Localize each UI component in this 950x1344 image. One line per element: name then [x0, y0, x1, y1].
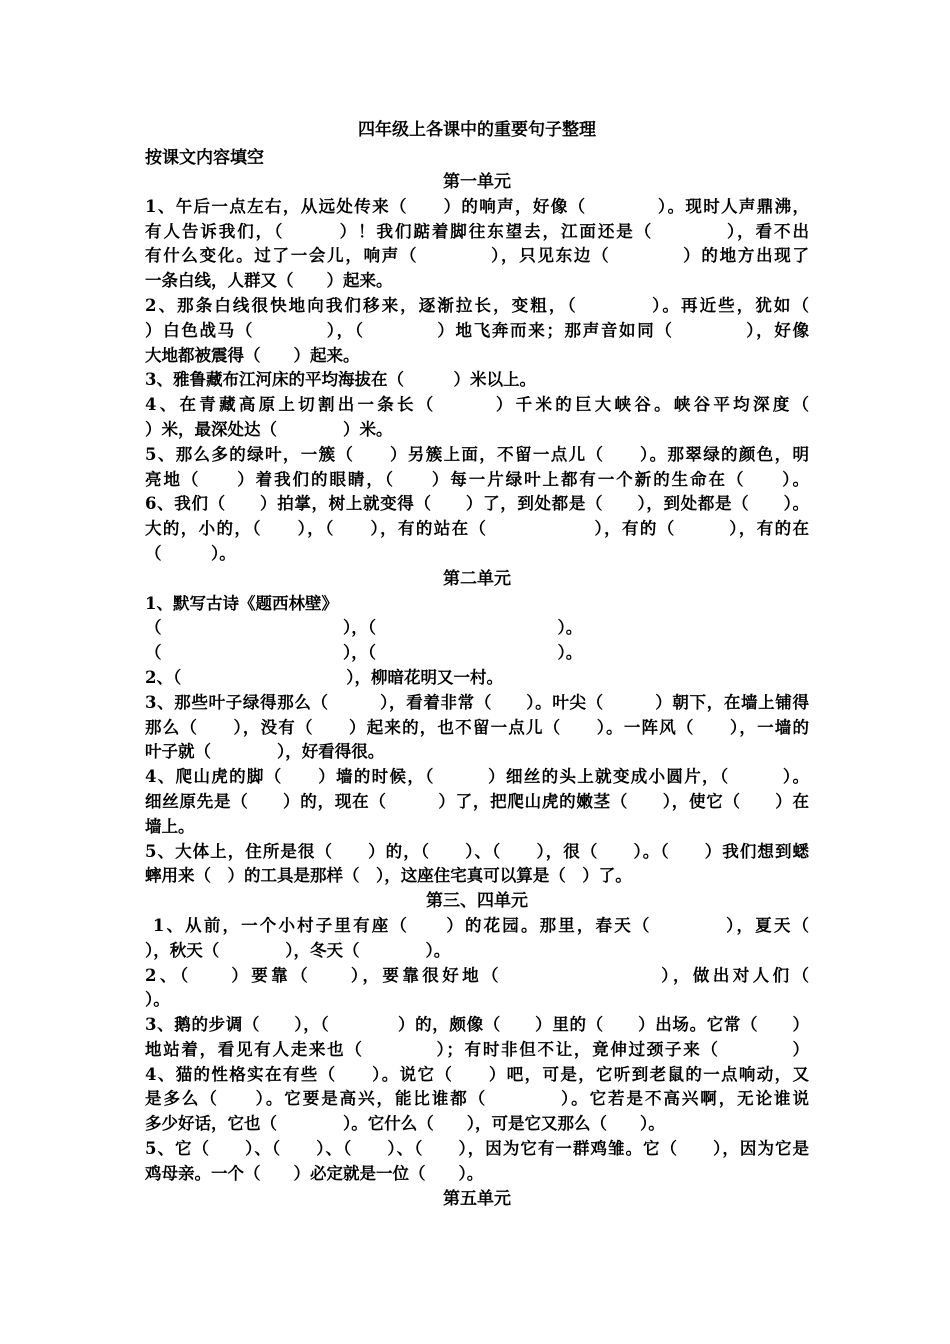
section-heading-unit1: 第一单元 [443, 172, 511, 192]
text-line: ），秋天（ ），冬天（ ）。 [145, 940, 451, 960]
text-line: 3、雅鲁藏布江河床的平均海拔在（ ）米以上。 [145, 370, 536, 390]
text-line: 2、（ ），柳暗花明又一村。 [145, 667, 503, 687]
text-line: 3、那些叶子绿得那么（ ），看着非常（ ）。叶尖（ ）朝下，在墙上铺得 [145, 692, 809, 712]
text-line: 那么（ ），没有（ ）起来的，也不留一点儿（ ）。一阵风（ ），一墙的 [145, 717, 809, 737]
text-line: 5、大体上，住所是很（ ）的，（ ）、（ ），很（ ）。（ ）我们想到蟋 [145, 841, 809, 861]
text-line: 墙上。 [145, 816, 195, 836]
text-line: （ ），（ ）。 [145, 618, 583, 638]
text-line: ）米，最深处达（ ）米。 [145, 419, 393, 439]
text-line: 是多么（ ）。它要是高兴，能比谁都（ ）。它若是不高兴啊，无论谁说 [145, 1089, 809, 1109]
text-line: 一条白线，人群又（ ）起来。 [145, 271, 393, 291]
section-heading-unit34: 第三、四单元 [426, 891, 528, 912]
text-line: 4、在青藏高原上切割出一条长（ ）千米的巨大峡谷。峡谷平均深度（ [145, 395, 809, 415]
text-line: 5、它（ ）、（ ）、（ ）、（ ），因为它有一群鸡雏。它（ ），因为它是 [145, 1139, 809, 1159]
text-line: 6、我们（ ）拍掌，树上就变得（ ）了，到处都是（ ），到处都是（ ）。 [145, 494, 809, 514]
section-heading-unit5: 第五单元 [443, 1188, 511, 1209]
document-subtitle: 按课文内容填空 [145, 148, 264, 168]
section-heading-unit2: 第二单元 [443, 568, 511, 589]
text-line: （ ）。 [145, 543, 236, 563]
section-unit34-body [145, 914, 809, 1187]
text-line: 蟀用来（ ）的工具是那样（ ），这座住宅真可以算是（ ）了。 [145, 866, 632, 886]
text-line: 有什么变化。过了一会儿，响声（ ），只见东边（ ）的地方出现了 [145, 246, 809, 266]
document-page [145, 118, 809, 1211]
text-line: 4、猫的性格实在有些（ ）。说它（ ）吧，可是，它听到老鼠的一点响动，又 [145, 1064, 809, 1084]
text-line: 大地都被震得（ ）起来。 [145, 345, 360, 365]
text-line: 亮地（ ）着我们的眼睛，（ ）每一片绿叶上都有一个新的生命在（ ）。 [145, 469, 809, 489]
text-line: 叶子就（ ），好看得很。 [145, 742, 385, 762]
text-line: （ ），（ ）。 [145, 643, 583, 663]
document-title: 四年级上各课中的重要句子整理 [358, 120, 596, 140]
text-line: 5、那么多的绿叶，一簇（ ）另簇上面，不留一点儿（ ）。那翠绿的颜色，明 [145, 444, 809, 464]
text-line: 4、爬山虎的脚（ ）墙的时候，（ ）细丝的头上就变成小圆片，（ ）。 [145, 767, 809, 787]
text-line: ）。 [145, 990, 170, 1010]
text-line: 大的，小的，（ ），（ ），有的站在（ ），有的（ ），有的在 [145, 519, 809, 539]
text-line: 1、从前，一个小村子里有座（ ）的花园。那里，春天（ ），夏天（ [145, 915, 809, 935]
text-line: 细丝原先是（ ）的，现在（ ）了，把爬山虎的嫩茎（ ），使它（ ）在 [145, 791, 809, 811]
text-line: 地站着，看见有人走来也（ ）；有时非但不让，竟伸过颈子来（ ） [145, 1039, 809, 1059]
section-unit2-body [145, 592, 809, 890]
text-line: 1、午后一点左右，从远处传来（ ）的响声，好像（ ）。现时人声鼎沸， [145, 196, 809, 216]
text-line: 1、默写古诗《题西林壁》 [145, 593, 338, 613]
text-line: ）白色战马（ ），（ ）地飞奔而来；那声音如同（ ），好像 [145, 320, 809, 340]
text-line: 鸡母亲。一个（ ）必定就是一位（ ）。 [145, 1163, 484, 1183]
text-line: 3、鹅的步调（ ），（ ）的，颇像（ ）里的（ ）出场。它常（ ） [145, 1015, 809, 1035]
text-line: 有人告诉我们，（ ）！我们踮着脚往东望去，江面还是（ ），看不出 [145, 221, 809, 241]
text-line: 2、（ ）要靠（ ），要靠很好地（ ），做出对人们（ [145, 965, 809, 985]
text-line: 多少好话，它也（ ）。它什么（ ），可是它又那么（ ）。 [145, 1114, 665, 1134]
text-line: 2、那条白线很快地向我们移来，逐渐拉长，变粗，（ ）。再近些，犹如（ [145, 295, 809, 315]
section-unit1-body [145, 195, 809, 567]
